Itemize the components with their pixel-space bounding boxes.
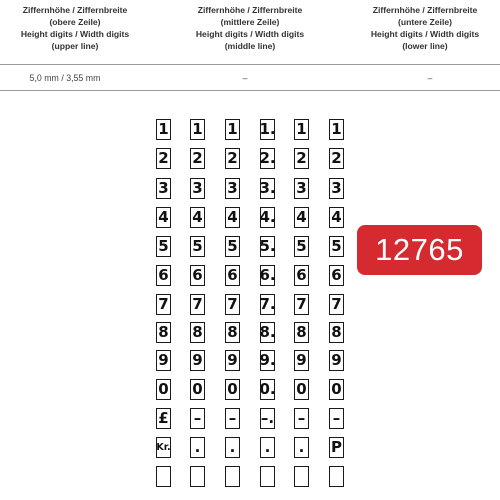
- digit-glyph: Kr.: [156, 441, 171, 453]
- digit-cell: [329, 207, 344, 228]
- digit-cell: [190, 236, 205, 257]
- digit-cell: [329, 178, 344, 199]
- digit-cell: [260, 350, 275, 371]
- digit-glyph: 3: [296, 179, 307, 197]
- digit-glyph: 9.: [259, 351, 276, 369]
- digit-glyph: 7: [227, 295, 238, 313]
- digit-cell: [260, 379, 275, 400]
- digit-cell: [294, 207, 309, 228]
- digit-glyph: 3: [158, 179, 169, 197]
- digit-cell: [156, 294, 171, 315]
- digit-cell: [294, 294, 309, 315]
- digit-cell: [225, 178, 240, 199]
- digit-glyph: 0: [192, 380, 203, 398]
- digit-cell: [190, 148, 205, 169]
- digit-cell: [156, 236, 171, 257]
- digit-cell: [225, 265, 240, 286]
- digit-glyph: .: [264, 438, 271, 456]
- digit-glyph: 8.: [259, 323, 276, 341]
- digit-glyph: .: [229, 438, 236, 456]
- digit-cell: [329, 466, 344, 487]
- digit-cell: [294, 437, 309, 458]
- digit-glyph: 5: [331, 237, 342, 255]
- digit-cell: [294, 322, 309, 343]
- digit-glyph: 4: [331, 208, 342, 226]
- digit-cell: [260, 466, 275, 487]
- digit-cell: [260, 236, 275, 257]
- digit-glyph: 5: [296, 237, 307, 255]
- digit-cell: [329, 408, 344, 429]
- digit-cell: [190, 178, 205, 199]
- digit-cell: [294, 148, 309, 169]
- value-middle: –: [242, 73, 248, 83]
- digit-glyph: 0: [331, 380, 342, 398]
- digit-cell: [190, 466, 205, 487]
- digit-glyph: 4: [158, 208, 169, 226]
- digit-cell: [225, 119, 240, 140]
- digit-glyph: 9: [331, 351, 342, 369]
- digit-cell: [190, 119, 205, 140]
- digit-glyph: 6: [331, 266, 342, 284]
- digit-cell: [329, 265, 344, 286]
- digit-cell: [190, 207, 205, 228]
- digit-glyph: 0: [158, 380, 169, 398]
- digit-glyph: –: [297, 409, 306, 427]
- digit-glyph: 4: [192, 208, 203, 226]
- digit-cell: [260, 322, 275, 343]
- digit-glyph: 1: [192, 120, 203, 138]
- digit-glyph: 1: [158, 120, 169, 138]
- digit-cell: [225, 437, 240, 458]
- digit-cell: [294, 119, 309, 140]
- digit-cell: [190, 265, 205, 286]
- digit-glyph: 7.: [259, 295, 276, 313]
- digit-glyph: 2: [331, 149, 342, 167]
- header-line: Height digits / Width digits: [20, 29, 130, 39]
- digit-glyph: .: [194, 438, 201, 456]
- digit-glyph: 1: [331, 120, 342, 138]
- digit-glyph: 3: [331, 179, 342, 197]
- digit-glyph: 5: [227, 237, 238, 255]
- digit-glyph: 9: [192, 351, 203, 369]
- digit-glyph: 9: [227, 351, 238, 369]
- digit-cell: [260, 207, 275, 228]
- digit-glyph: 8: [192, 323, 203, 341]
- digit-cell: [260, 119, 275, 140]
- digit-cell: [156, 466, 171, 487]
- digit-cell: [294, 466, 309, 487]
- digit-glyph: 6: [192, 266, 203, 284]
- digit-glyph: 3: [192, 179, 203, 197]
- digit-cell: [225, 322, 240, 343]
- digit-cell: [190, 379, 205, 400]
- digit-glyph: 7: [192, 295, 203, 313]
- digit-glyph: 1: [296, 120, 307, 138]
- digit-glyph: 2: [227, 149, 238, 167]
- digit-cell: [190, 350, 205, 371]
- digit-glyph: 2: [158, 149, 169, 167]
- value-lower: –: [427, 73, 433, 83]
- digit-cell: [190, 322, 205, 343]
- digit-cell: [156, 322, 171, 343]
- header-line: Ziffernhöhe / Ziffernbreite: [22, 5, 128, 15]
- digit-cell: [260, 408, 275, 429]
- digit-cell: [225, 466, 240, 487]
- digit-cell: [190, 408, 205, 429]
- digit-cell: [260, 437, 275, 458]
- digit-glyph: 2: [192, 149, 203, 167]
- header-line: Height digits / Width digits: [370, 29, 480, 39]
- digit-cell: [156, 178, 171, 199]
- digit-cell: [329, 236, 344, 257]
- digit-cell: [190, 437, 205, 458]
- value-upper: 5,0 mm / 3,55 mm: [29, 73, 101, 83]
- header-line: (mittlere Zeile): [220, 17, 280, 27]
- digit-glyph: 5: [192, 237, 203, 255]
- digit-cell: [329, 379, 344, 400]
- header-line: (upper line): [51, 41, 99, 51]
- digit-glyph: 1.: [259, 120, 276, 138]
- digit-cell: [260, 294, 275, 315]
- digit-glyph: .: [298, 438, 305, 456]
- header-line: (lower line): [402, 41, 448, 51]
- digit-cell: [329, 437, 344, 458]
- digit-cell: [260, 178, 275, 199]
- digit-cell: [156, 379, 171, 400]
- digit-glyph: 6: [227, 266, 238, 284]
- digit-glyph: 8: [296, 323, 307, 341]
- digit-cell: [156, 350, 171, 371]
- digit-cell: [156, 265, 171, 286]
- digit-glyph: 0.: [259, 380, 276, 398]
- digit-cell: [294, 408, 309, 429]
- digit-glyph: 5.: [259, 237, 276, 255]
- digit-cell: [225, 148, 240, 169]
- digit-cell: [260, 265, 275, 286]
- digit-glyph: –: [193, 409, 202, 427]
- digit-glyph: 0: [296, 380, 307, 398]
- digit-glyph: 8: [227, 323, 238, 341]
- digit-cell: [294, 350, 309, 371]
- digit-cell: [225, 408, 240, 429]
- digit-glyph: 3: [227, 179, 238, 197]
- header-line: (untere Zeile): [398, 17, 452, 27]
- header-line: Ziffernhöhe / Ziffernbreite: [372, 5, 478, 15]
- digit-cell: [329, 322, 344, 343]
- digit-glyph: 7: [296, 295, 307, 313]
- digit-glyph: 1: [227, 120, 238, 138]
- digit-glyph: 2: [296, 149, 307, 167]
- digit-cell: [329, 148, 344, 169]
- digit-glyph: –.: [260, 409, 275, 427]
- header-line: Height digits / Width digits: [195, 29, 305, 39]
- digit-cell: [260, 148, 275, 169]
- digit-glyph: 6: [296, 266, 307, 284]
- digit-cell: [156, 408, 171, 429]
- digit-glyph: 7: [331, 295, 342, 313]
- header-line: Ziffernhöhe / Ziffernbreite: [197, 5, 303, 15]
- digit-cell: [329, 294, 344, 315]
- digit-glyph: –: [332, 409, 341, 427]
- digit-glyph: 2.: [259, 149, 276, 167]
- digit-cell: [329, 350, 344, 371]
- digit-glyph: 3.: [259, 179, 276, 197]
- digit-glyph: 8: [158, 323, 169, 341]
- digit-glyph: 4: [227, 208, 238, 226]
- digit-cell: [156, 119, 171, 140]
- digit-cell: [225, 350, 240, 371]
- article-number-badge: 12765: [357, 225, 482, 275]
- digit-glyph: 8: [331, 323, 342, 341]
- digit-glyph: P: [331, 438, 342, 456]
- digit-glyph: 9: [296, 351, 307, 369]
- digit-glyph: –: [228, 409, 237, 427]
- digit-glyph: 6.: [259, 266, 276, 284]
- digit-cell: [190, 294, 205, 315]
- digit-glyph: £: [158, 409, 169, 427]
- header-line: (obere Zeile): [49, 17, 101, 27]
- digit-cell: [156, 148, 171, 169]
- digit-cell: [225, 236, 240, 257]
- digit-cell: [329, 119, 344, 140]
- digit-cell: [225, 294, 240, 315]
- digit-glyph: 4: [296, 208, 307, 226]
- digit-glyph: 6: [158, 266, 169, 284]
- digit-glyph: 7: [158, 295, 169, 313]
- digit-glyph: 5: [158, 237, 169, 255]
- digit-cell: [294, 236, 309, 257]
- digit-cell: [225, 379, 240, 400]
- digit-glyph: 9: [158, 351, 169, 369]
- digit-cell: [225, 207, 240, 228]
- digit-cell: [156, 437, 171, 458]
- digit-cell: [294, 265, 309, 286]
- digit-glyph: 4.: [259, 208, 276, 226]
- digit-cell: [294, 379, 309, 400]
- header-line: (middle line): [224, 41, 276, 51]
- digit-cell: [156, 207, 171, 228]
- digit-cell: [294, 178, 309, 199]
- digit-glyph: 0: [227, 380, 238, 398]
